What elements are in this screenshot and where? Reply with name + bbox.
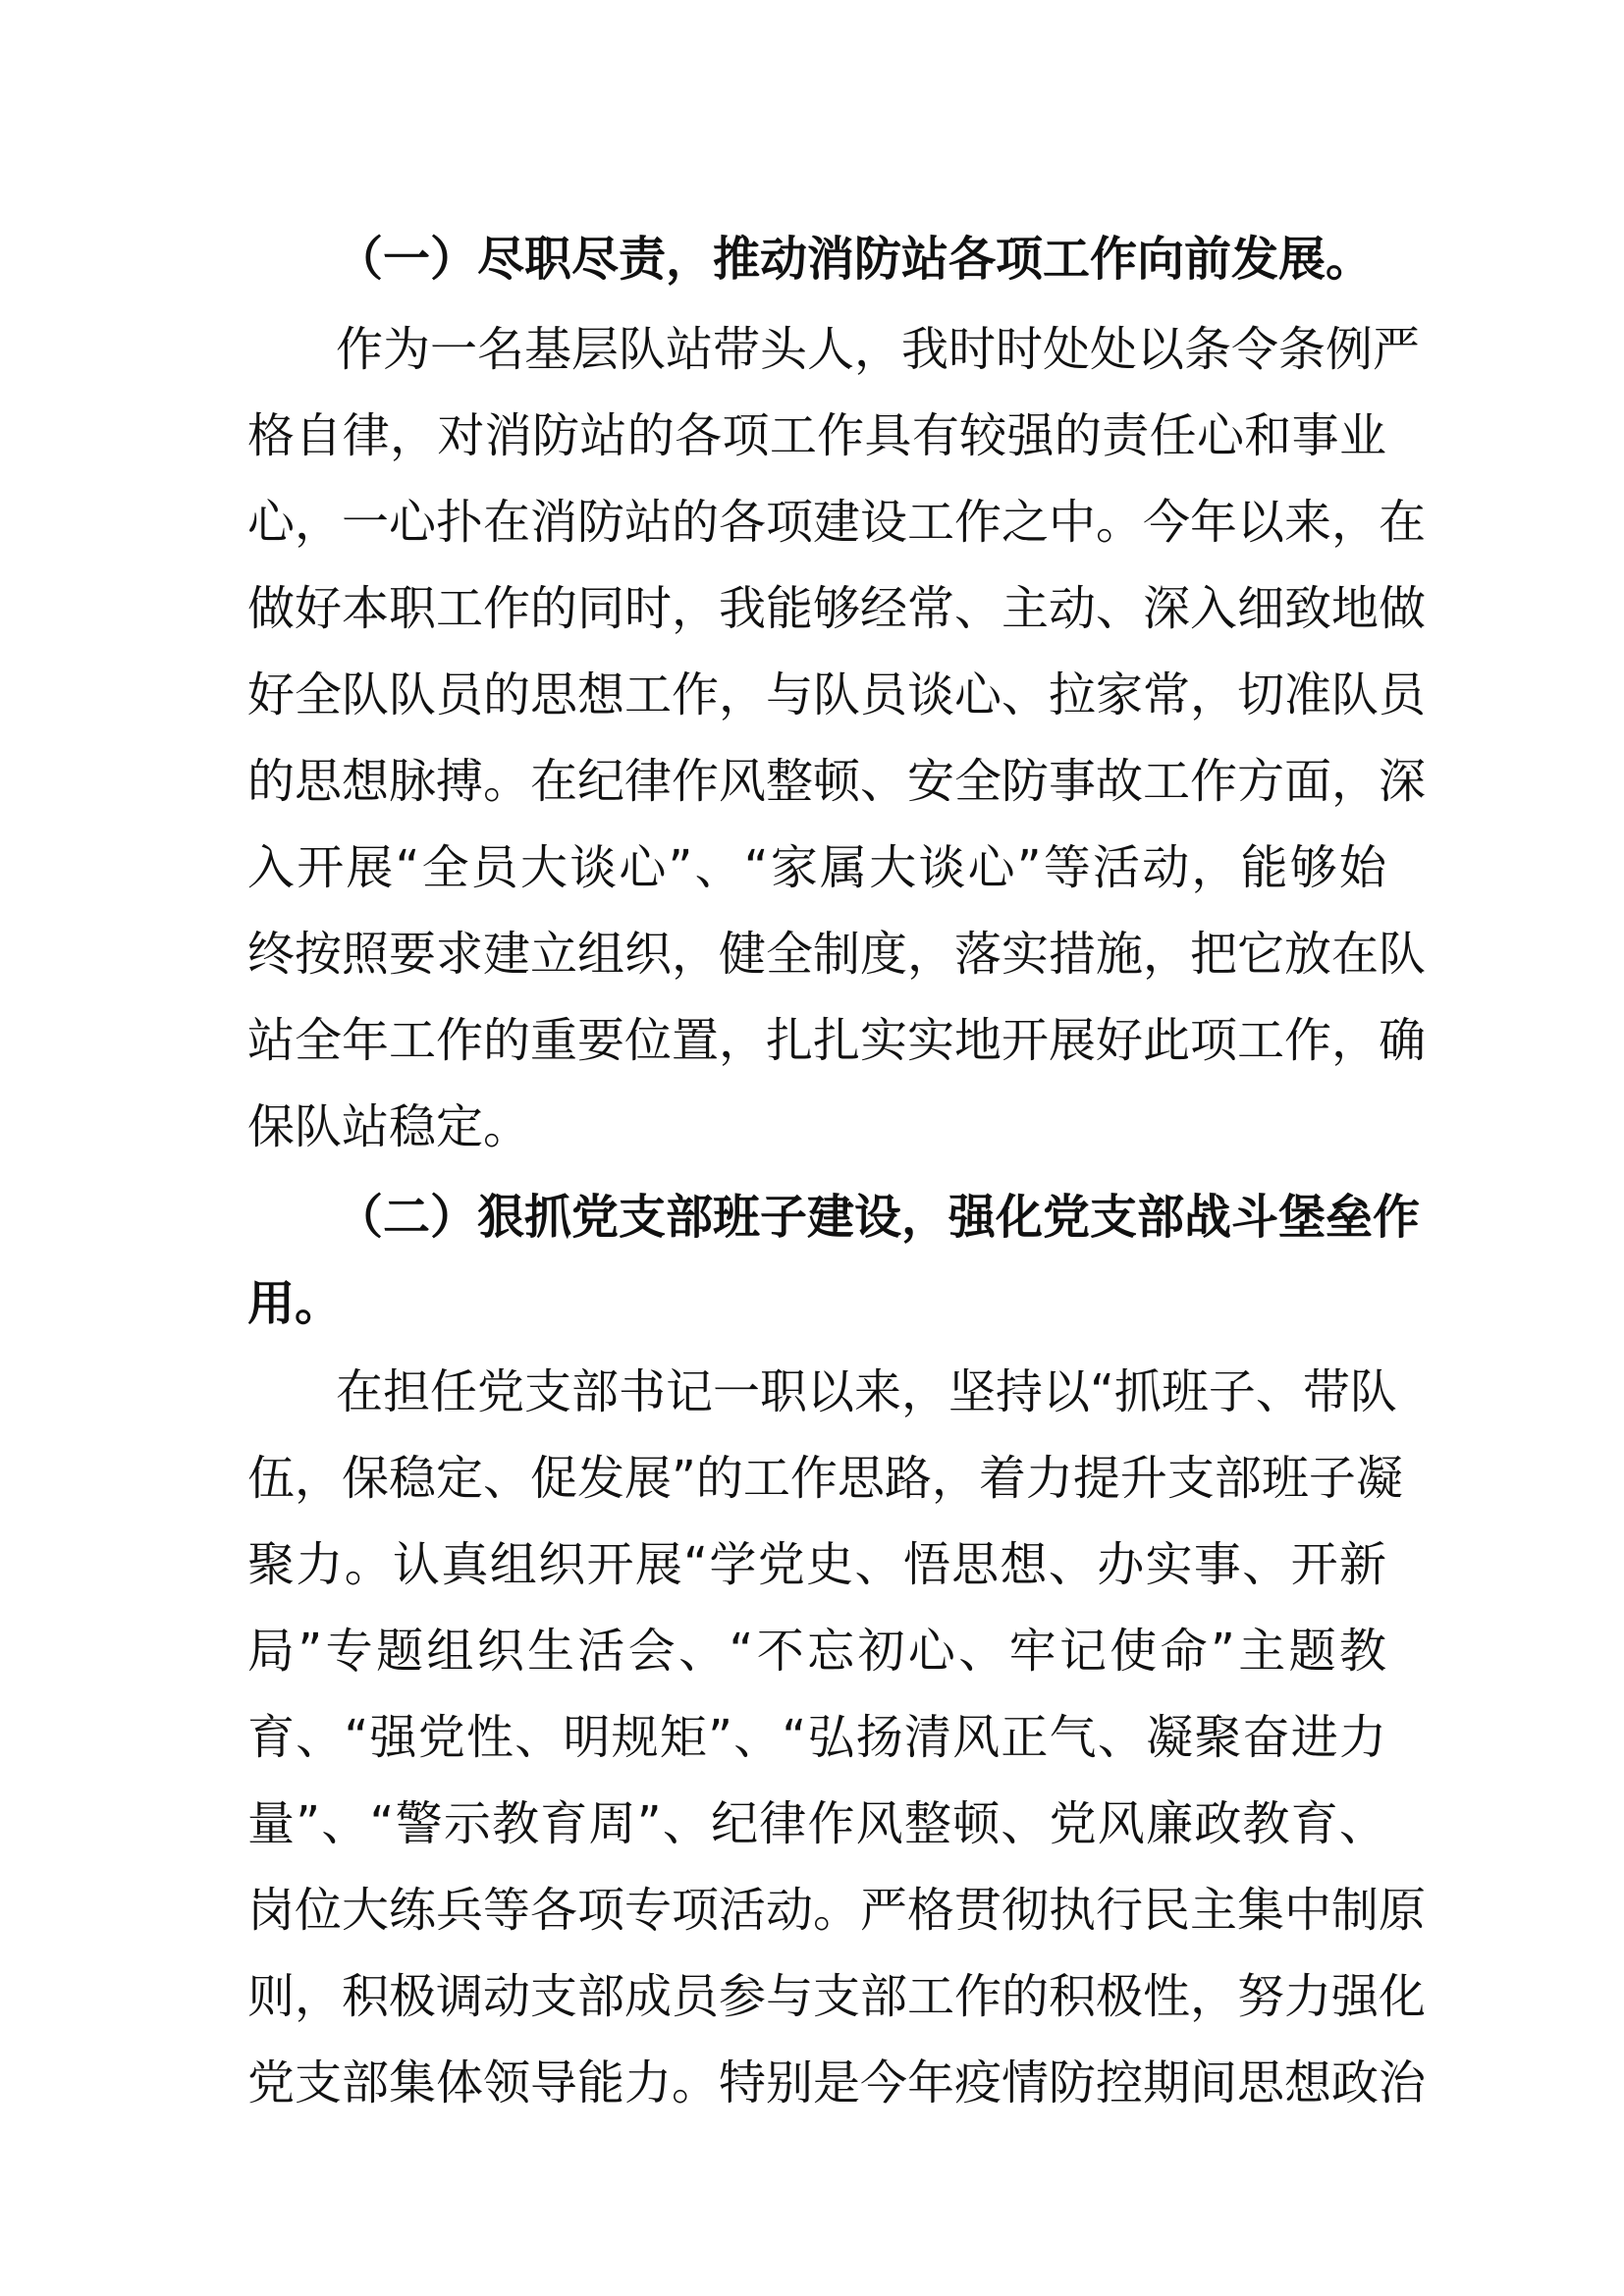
paragraph-line: 做好本职工作的同时，我能够经常、主动、深入细致地做 — [247, 581, 1427, 636]
paragraph-line: 伍，保稳定、促发展”的工作思路，着力提升支部班子凝 — [247, 1451, 1403, 1506]
paragraph-line: 聚力。认真组织开展“学党史、悟思想、办实事、开新 — [247, 1537, 1386, 1592]
paragraph-line: 党支部集体领导能力。特别是今年疫情防控期间思想政治 — [247, 2056, 1427, 2110]
paragraph-line: 的思想脉搏。在纪律作风整顿、安全防事故工作方面，深 — [247, 754, 1427, 809]
paragraph-line: 保队站稳定。 — [247, 1099, 531, 1154]
paragraph-line: 好全队队员的思想工作，与队员谈心、拉家常，切准队员 — [247, 667, 1427, 722]
paragraph-line: 育、“强党性、明规矩”、“弘扬清风正气、凝聚奋进力 — [247, 1710, 1386, 1765]
paragraph-line: 岗位大练兵等各项专项活动。严格贯彻执行民主集中制原 — [247, 1883, 1427, 1938]
paragraph-line: 终按照要求建立组织，健全制度，落实措施，把它放在队 — [247, 927, 1427, 982]
section-heading-1: （一）尽职尽责，推动消防站各项工作向前发展。 — [336, 232, 1374, 287]
paragraph-line: 入开展“全员大谈心”、“家属大谈心”等活动，能够始 — [247, 840, 1386, 895]
paragraph-line: 心，一心扑在消防站的各项建设工作之中。今年以来，在 — [247, 495, 1427, 550]
paragraph-line: 局”专题组织生活会、“不忘初心、牢记使命”主题教 — [247, 1624, 1386, 1679]
section-heading-2: （二）狠抓党支部班子建设，强化党支部战斗堡垒作 — [336, 1190, 1421, 1245]
paragraph-line: 站全年工作的重要位置，扎扎实实地开展好此项工作，确 — [247, 1013, 1427, 1068]
paragraph-line: 作为一名基层队站带头人，我时时处处以条令条例严 — [336, 322, 1421, 377]
section-heading-2-cont: 用。 — [247, 1276, 343, 1331]
paragraph-line: 则，积极调动支部成员参与支部工作的积极性，努力强化 — [247, 1969, 1427, 2024]
paragraph-line: 量”、“警示教育周”、纪律作风整顿、党风廉政教育、 — [247, 1796, 1386, 1851]
paragraph-line: 在担任党支部书记一职以来，坚持以“抓班子、带队 — [336, 1364, 1397, 1419]
paragraph-line: 格自律，对消防站的各项工作具有较强的责任心和事业 — [247, 408, 1386, 463]
